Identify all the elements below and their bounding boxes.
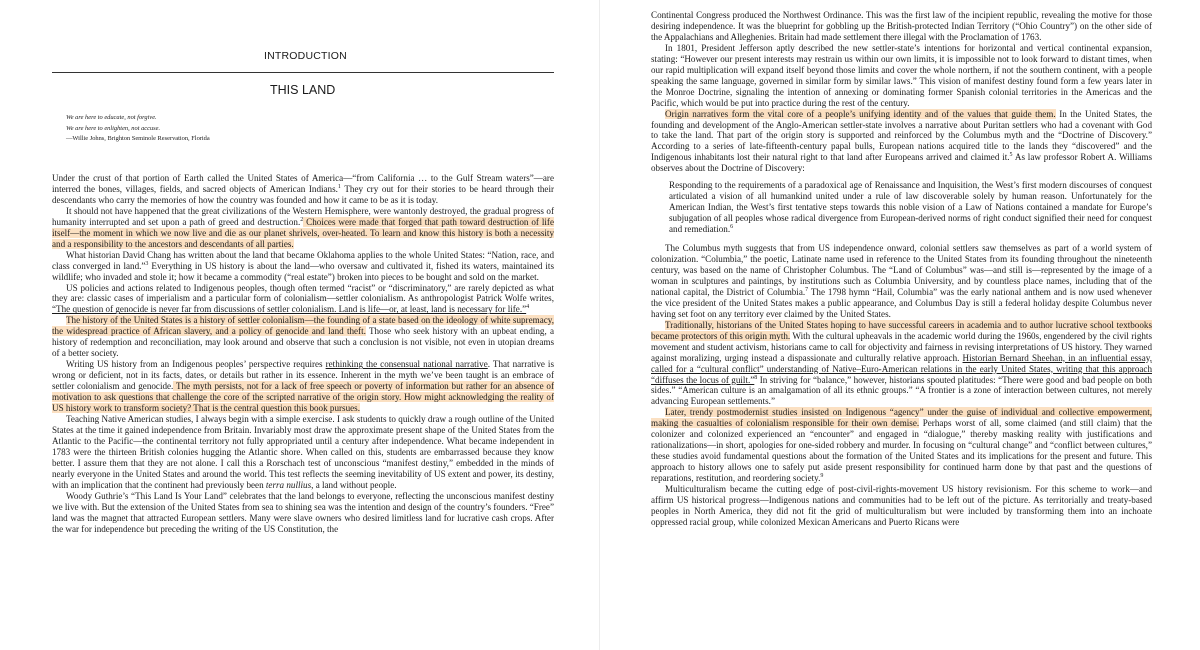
text-run: They cry out for their stories to be heard through their descendants who carry the memories of how the country was founded and how it came to be as it is today. — [52, 183, 554, 205]
footnote-ref[interactable]: 4 — [526, 304, 530, 311]
paragraph — [651, 320, 1152, 408]
paragraph: Woody Guthrie’s “This Land Is Your Land” celebrates that the land belongs to everyone, reflecting the unconscious manifest destiny we live with. But the extension of the United States from sea to shining sea was the intention and design of the country’s founders. “Free” land was the magnet that attracted European settlers. Many were slave owners who desired limitless land for lucrative cash crops. After the war for independence but preceding the writing of the US Constitution, the — [52, 490, 554, 534]
text-run: Writing US history from an Indigenous peoples’ perspective requires — [66, 359, 326, 370]
chapter-label: INTRODUCTION — [264, 50, 347, 62]
text-run: As law professor Robert A. Williams observes about the Doctrine of Discovery: — [651, 152, 1152, 174]
text-run: US policies and actions related to Indigenous peoples, though often termed “racist” or “discriminatory,” are rarely depicted as what they are: classic cases of imperialism and a particular form of colonialism—settler colonialism. As anthropologist Patrick Wolfe writes, — [52, 282, 554, 304]
text-run: , a land without people. — [311, 479, 397, 490]
paragraph — [651, 109, 1152, 175]
paragraph — [52, 359, 554, 414]
text-run: Perhaps worst of all, some claimed (and still claim) that the colonizer and colonized experienced an “encounter” and engaged in “dialogue,” thereby masking reality with justifications and rationalizations—in short, apologies for one-sided robbery and murder. In focusing on “cultural change” and “conflict between cultures,” these studies avoid fundamental questions about the formation of the United States and its implications for the present and future. This approach to history allows one to safely put aside present responsibility for continued harm done by that past and the questions of reparations, restitution, and reordering society. — [651, 418, 1152, 484]
footnote-ref[interactable]: 7 — [805, 286, 809, 293]
paragraph — [52, 173, 554, 206]
text-run: Those who seek history with an upbeat ending, a history of redemption and reconciliation, may look around and observe that such a conclusion is not visible, not even in utopian dreams of a better society. — [52, 326, 555, 359]
highlight[interactable]: Traditionally, historians of the United States hoping to have successful careers in academia and to author lucrative school textbooks became protectors of this origin myth. — [651, 319, 1152, 341]
text-run: With the cultural upheavals in the academic world during the 1960s, engendered by the civil rights movement and student activism, historians came to call for objectivity and fairness in revising interpretations of US history. They warned against moralizing, urging instead a dispassionate and culturally relative approach. — [651, 330, 1152, 363]
footnote-ref[interactable]: 8 — [754, 374, 758, 381]
text-run: Teaching Native American studies, I always begin with a simple exercise. I ask students to quickly draw a rough outline of the United States at the time it gained independence from Britain. Invariably most draw the approximate present shape of the United States from the Atlantic to the Pacific—the continental territory not fully appropriated until a century after independence. What became independent in 1783 were the thirteen British colonies hugging the Atlantic shore. When called on this, students are embarrassed because they know better. I assure them that they are not alone. I call this a Rorschach test of unconscious “manifest destiny,” embedded in the minds of nearly everyone in the United States and around the world. This test reflects the seeming inevitability of US extent and power, its destiny, with an implication that the continent had previously been — [52, 413, 554, 490]
text-run: Under the crust of that portion of Earth called the United States of America—“from California … to the Gulf Stream waters”—are interred the bones, villages, fields, and sacred objects of American Indians. — [52, 173, 554, 194]
text-run: The Columbus myth suggests that from US independence onward, colonial settlers saw themselves as part of a world system of colonization. “Columbia,” the poetic, Latinate name used in reference to the United States from its founding throughout the nineteenth century, was based on the name of Christopher Columbus. The “Land of Columbus” was—and still is—represented by the image of a woman in sculptures and paintings, by institutions such as Columbia University, and by countless place names, including that of the national capital, the District of Columbia. — [651, 243, 1152, 297]
text-run: In striving for “balance,” however, historians spouted platitudes: “There were good and bad people on both sides.” “American culture is an amalgamation of all its ethnic groups.” “A frontier is a zone of interaction between cultures, not merely advancing European settlements.” — [651, 374, 1153, 407]
epigraph-attribution: —Willie Johns, Brighton Seminole Reservation, Florida — [66, 135, 210, 142]
paragraph — [52, 250, 554, 283]
quote-text: Responding to the requirements of a paradoxical age of Renaissance and Inquisition, the West’s first modern discourses of conquest articulated a vision of all humankind united under a rule of law discoverable solely by human reason. Unfortunately for the American Indian, the West’s first tentative steps towards this noble vision of a Law of Nations contained a mandate for Europe’s subjugation of all peoples whose radical divergence from European-derived norms of right conduct signified their need for conquest and remediation. — [669, 180, 1152, 235]
paragraph — [52, 414, 554, 491]
footnote-ref[interactable]: 6 — [730, 224, 734, 231]
underline-annotation[interactable]: “The question of genocide is never far from discussions of settler colonialism. Land is life—or, at least, land is necessary for life.” — [52, 304, 527, 315]
footnote-ref[interactable]: 5 — [1009, 152, 1013, 159]
highlight[interactable]: Choices were made that forged that path toward destruction of life itself—the moment in which we now live and die as our planet shrivels, over-heated. To learn and know this history is both a necessity and a responsibility to the ancestors and descendants of all parties. — [52, 216, 554, 249]
paragraph — [52, 315, 554, 359]
epigraph-line-2: We are here to enlighten, not accuse. — [66, 124, 161, 132]
underline-annotation[interactable]: Historian Bernard Sheehan, in an influential essay, called for a “cultural conflict” understanding of Native–Euro-American relations in the early United States, writing that this approach “diffuses the locus of guilt.” — [651, 352, 1152, 385]
underline-annotation[interactable]: rethinking the consensual national narrative — [325, 359, 488, 370]
highlight[interactable]: The myth persists, not for a lack of free speech or poverty of information but rather for an absence of motivation to ask questions that challenge the core of the scripted narrative of the origin story. How might acknowledging the reality of US history work to transform society? That is the central question this book pursues. — [52, 381, 554, 414]
italic-term: terra nullius — [265, 479, 312, 490]
text-run: The 1798 hymn “Hail, Columbia” was the early national anthem and is now used whenever the vice president of the United States makes a public appearance, and Columbus Day is still a federal holiday despite Columbus never having set foot on any territory ever claimed by the United States. — [651, 286, 1152, 319]
heading-rule — [52, 72, 554, 73]
text-run: It should not have happened that the great civilizations of the Western Hemisphere, were wantonly destroyed, the gradual progress of humanity interrupted and set upon a path of greed and destruction. — [52, 205, 554, 227]
paragraph: Multiculturalism became the cutting edge of post-civil-rights-movement US history revisionism. For this scheme to work—and affirm US historical progress—Indigenous nations and communities had to be left out of the picture. As territorially and treaty-based peoples in North America, they did not fit the grid of multiculturalism but were included by transforming them into an inchoate oppressed racial group, while colonized Mexican Americans and Puerto Ricans were — [651, 484, 1152, 527]
epigraph — [66, 113, 210, 145]
text-run: In the United States, the founding and development of the Anglo-American settler-state involves a narrative about Puritan settlers who had a covenant with God to take the land. That part of the origin story is supported and reinforced by the Columbus myth and the “Doctrine of Discovery.” According to a series of late-fifteenth-century papal bulls, European nations acquired title to the lands they “discovered” and the Indigenous inhabitants lost their natural right to that land after Europeans arrived and claimed it. — [651, 108, 1152, 163]
paragraph — [651, 243, 1152, 320]
right-body-text — [651, 10, 1152, 528]
paragraph: Continental Congress produced the Northwest Ordinance. This was the first law of the incipient republic, revealing the motive for those desiring independence. It was the blueprint for gobbling up the British-protected Indian Territory (“Ohio Country”) on the other side of the Appalachians and Alleghenies. Britain had made settlement there illegal with the Proclamation of 1763. — [651, 10, 1152, 42]
chapter-title: THIS LAND — [270, 83, 336, 97]
highlight[interactable]: The history of the United States is a history of settler colonialism—the founding of a state based on the ideology of white supremacy, the widespread practice of African slavery, and a policy of genocide and land theft. — [52, 315, 554, 337]
footnote-ref[interactable]: 2 — [300, 216, 304, 223]
paragraph — [651, 407, 1152, 484]
right-page — [600, 0, 1200, 650]
epigraph-line-1: We are here to educate, not forgive. — [66, 114, 157, 121]
footnote-ref[interactable]: 9 — [820, 473, 824, 480]
paragraph — [52, 283, 554, 316]
text-run: What historian David Chang has written about the land that became Oklahoma applies to the whole United States: “Nation, race, and class converged in land.” — [52, 249, 554, 271]
footnote-ref[interactable]: 1 — [337, 183, 341, 190]
highlight[interactable]: Origin narratives form the vital core of a people’s unifying identity and of the values that guide them. — [665, 108, 1056, 119]
text-run: Everything in US history is about the land—who oversaw and cultivated it, fished its waters, maintained its wildlife; who invaded and stole it; how it became a commodity (“real estate”) broken into pieces to be bought and sold on the market. — [52, 260, 554, 282]
highlight[interactable]: Later, trendy postmodernist studies insisted on Indigenous “agency” under the guise of individual and collective empowerment, making the casualties of colonialism responsible for their own demise. — [651, 407, 1152, 429]
footnote-ref[interactable]: 3 — [145, 260, 149, 267]
paragraph — [52, 206, 554, 250]
block-quote — [669, 180, 1152, 235]
text-run: . That narrative is wrong or deficient, not in its facts, dates, or details but rather in its essence. Inherent in the myth we’ve been taught is an embrace of settler colonialism and genocide. — [52, 359, 555, 392]
paragraph: In 1801, President Jefferson aptly described the new settler-state’s intentions for horizontal and vertical continental expansion, stating: “However our present interests may restrain us within our own limits, it is impossible not to look forward to distant times, when our rapid multiplication will expand itself beyond those limits and cover the whole northern, if not the southern continent, with a people speaking the same language, governed in similar form by similar laws.” This vision of manifest destiny found form a few years later in the Monroe Doctrine, signaling the intention of annexing or dominating former Spanish colonial territories in the Americas and the Pacific, which would be put into practice during the rest of the century. — [651, 42, 1152, 108]
left-body-text — [52, 173, 554, 534]
